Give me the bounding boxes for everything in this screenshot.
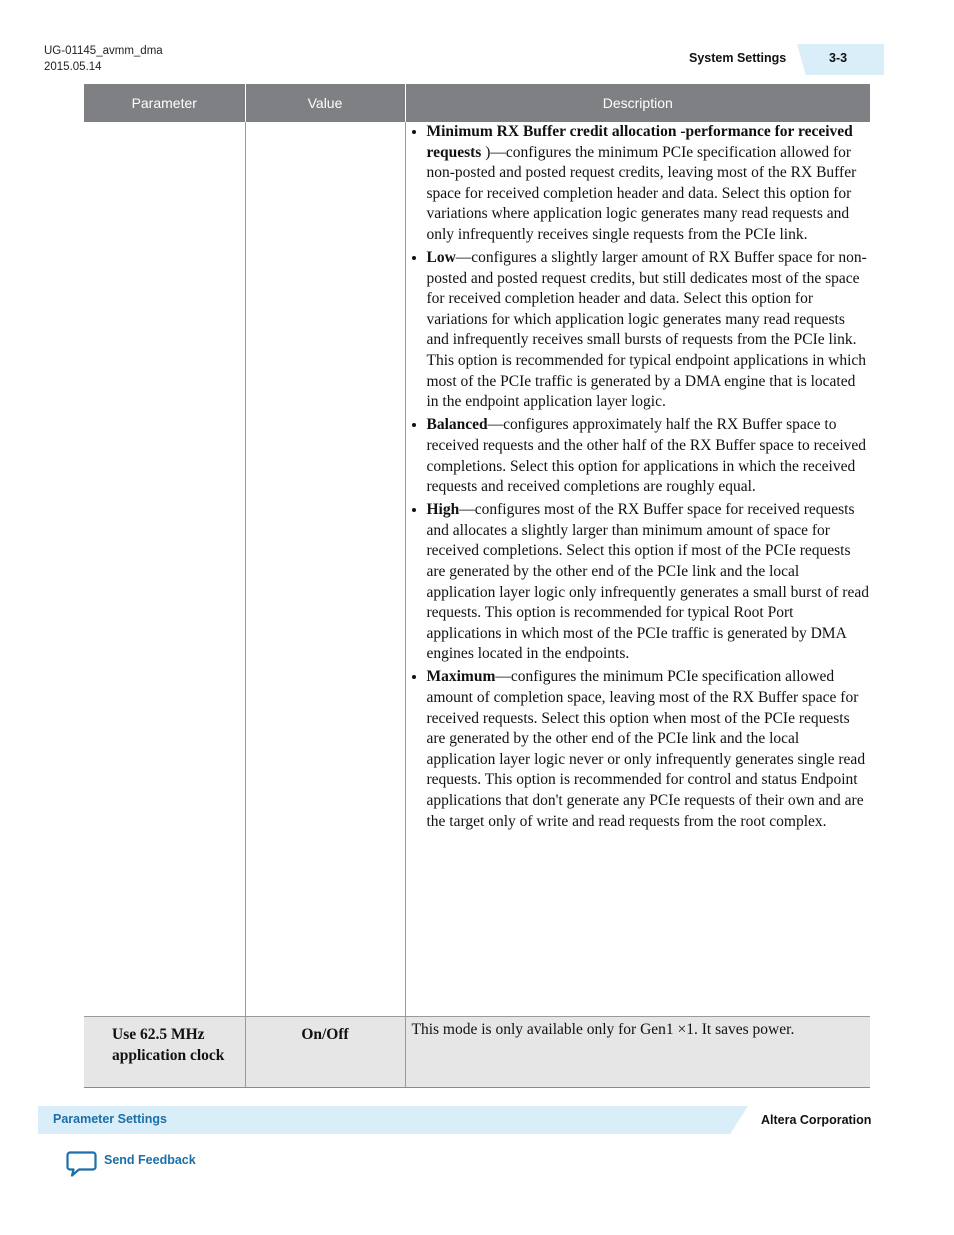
option-list (406, 122, 871, 832)
speech-bubble-icon (66, 1150, 97, 1178)
option-item (427, 667, 871, 832)
column-header-description: Description (405, 84, 870, 122)
description-cell (405, 122, 870, 1017)
table-row (84, 1017, 870, 1088)
page-number: 3-3 (829, 51, 848, 65)
running-header-section: System Settings (689, 51, 787, 65)
send-feedback-button[interactable] (66, 1150, 196, 1178)
parameter-table (84, 84, 870, 1088)
column-header-value: Value (245, 84, 405, 122)
option-term: Balanced (426, 416, 488, 434)
parameter-cell: Use 62.5 MHz application clock (84, 1017, 245, 1088)
footer-section-link[interactable]: Parameter Settings (53, 1112, 167, 1126)
option-item (427, 248, 871, 413)
option-text: —configures the minimum PCIe specification allowed amount of completion space, leaving most of the RX Buffer space for received requests. Select this option when most of the PCIe requests are generated by the other end of the PCIe link and the local application layer logic never or only infrequently generates single read requests. This option is recommended for control and status Endpoint applications that don't generate any PCIe requests of their own and are the target only of write and read requests from the root complex. (426, 668, 866, 830)
description-cell: This mode is only available only for Gen1 ×1. It saves power. (405, 1017, 870, 1088)
footer-company: Altera Corporation (761, 1113, 872, 1127)
option-item (427, 415, 871, 497)
option-term: High (426, 501, 460, 519)
table-header-row (84, 84, 870, 122)
value-cell: On/Off (245, 1017, 405, 1088)
parameter-cell (84, 122, 245, 1017)
option-text: )—configures the minimum PCIe specification allowed for non-posted and posted request credits, leaving most of the RX Buffer space for received completion header and data. Select this option for variations where application logic generates many read requests and only infrequently receives single requests from the PCIe link. (426, 143, 857, 243)
table-row (84, 122, 870, 1017)
document-id: UG-01145_avmm_dma (44, 45, 163, 57)
option-text: —configures a slightly larger amount of RX Buffer space for non-posted and posted request credits, but still dedicates most of the space for received completion header and data. Select this option for variations for which application logic generates many read requests and infrequently receives small bursts of requests from the PCIe link. This option is recommended for typical endpoint applications in which most of the PCIe traffic is generated by a DMA engine that is located in the endpoint application layer logic. (426, 249, 867, 411)
option-term: Minimum RX Buffer credit allocation -performance for received requests (426, 123, 853, 161)
option-term: Low (426, 249, 456, 267)
value-cell (245, 122, 405, 1017)
option-text: —configures most of the RX Buffer space for received requests and allocates a slightly larger than minimum amount of space for received completions. Select this option if most of the PCIe requests are generated by the other end of the PCIe link and the local application layer logic only infrequently generates a small burst of read requests. This option is recommended for typical Root Port applications in which most of the PCIe traffic is generated by DMA engines located in the endpoints. (426, 501, 869, 663)
option-term: Maximum (426, 668, 496, 686)
send-feedback-label: Send Feedback (104, 1153, 196, 1167)
document-date: 2015.05.14 (44, 61, 102, 73)
option-item (427, 122, 871, 246)
document-id-block (44, 43, 163, 75)
option-item (427, 500, 871, 665)
column-header-parameter: Parameter (84, 84, 245, 122)
option-text: —configures approximately half the RX Buffer space to received requests and the other half of the RX Buffer space to received completions. Select this option for applications in which the received requests and received completions are roughly equal. (426, 416, 867, 496)
